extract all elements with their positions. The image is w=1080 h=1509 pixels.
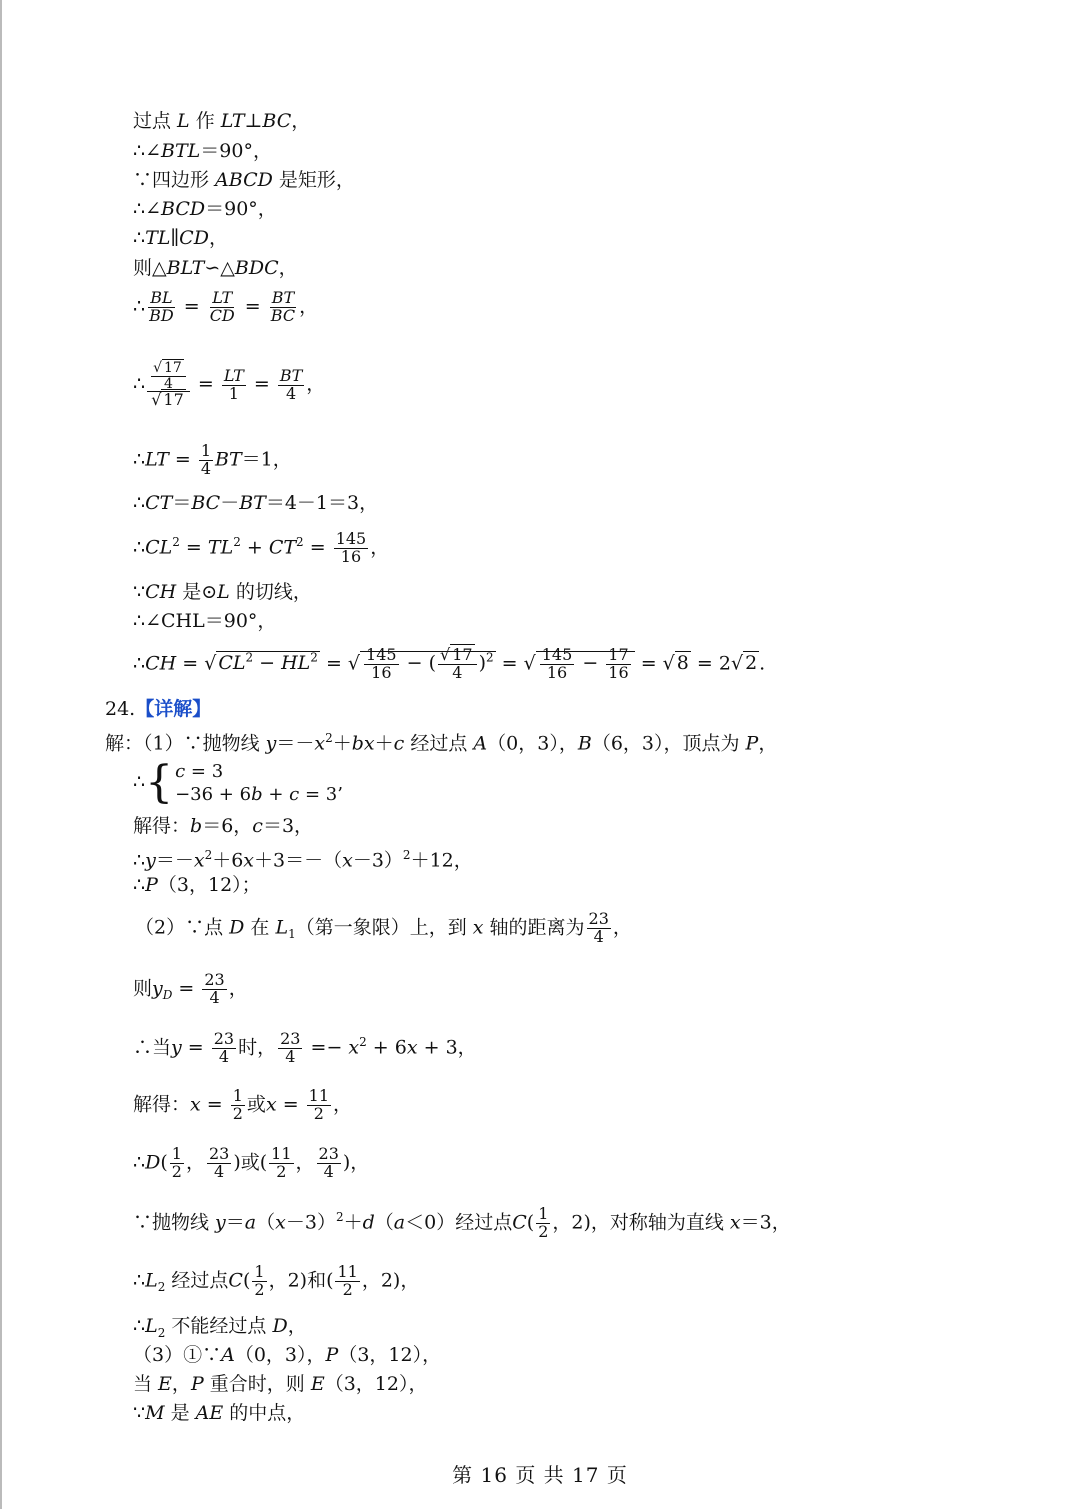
line-8-ratio: ∴ $\frac{\frac{√ 17}{4}}{√ 17}$ = $\frac{LT}{1}$ = $\frac{BT}{4}$ ， (133, 360, 326, 410)
line-18: 解得：b＝6，c＝3， (133, 815, 314, 837)
line-20: ∴P（3，12）； (133, 874, 261, 896)
page-footer: 第 16 页 共 17 页 (452, 1463, 628, 1487)
line-27: $\therefore L_2$ 经过点C( $\frac{1}{2}$ ，2)和( $\frac{11}{2}$ ，2)， (133, 1262, 420, 1299)
line-4: ∴∠BCD＝90°， (133, 198, 277, 220)
line-7-ratio: ∴ $\frac{BL}{BD}$ = $\frac{LT}{CD}$ = $\frac{BT}{BC}$ ， (133, 288, 319, 325)
line-9: ∴LT = $\frac{1}{4}$ BT＝1， (133, 441, 292, 478)
problem-number: 24. (105, 698, 136, 720)
line-28: $\therefore L_2$ 不能经过点 D， (133, 1315, 307, 1340)
line-11: $\therefore CL^2 = TL^2 + CT^2$ = $\frac{145}{16}$ ， (133, 529, 390, 566)
line-24: 解得：x = $\frac{1}{2}$ 或x = $\frac{11}{2}$ ， (133, 1086, 353, 1123)
line-2: ∴∠BTL＝90°， (133, 140, 272, 162)
line-26: ∵抛物线 $y=a(x-3)^2+d(a<0)$经过点C( $\frac{1}{2}$ ，2)，对称轴为直线 x＝3， (133, 1204, 791, 1241)
line-6: 则△BLT∽△BDC， (133, 257, 298, 279)
line-13: ∴∠CHL＝90°， (133, 610, 277, 632)
line-19: $\therefore y=-x^2+6x+3=-(x-3)^2+12$， (133, 848, 473, 872)
page-edge (0, 0, 2, 1509)
line-16: 解：（1）∵抛物线 $y=-x^2+bx+c$ 经过点 A（0，3），B（6，3），顶点为 P， (105, 731, 778, 755)
line-22: 则$y_D$ = $\frac{23}{4}$ ， (133, 970, 248, 1007)
line-25: ∴D( $\frac{1}{2}$ ， $\frac{23}{4}$ )或( $\frac{11}{2}$ ， $\frac{23}{4}$ )， (133, 1144, 370, 1181)
line-21: （2）∵点 D 在 $L_1$（第一象限）上，到 x 轴的距离为 $\frac{23}{4}$ ， (135, 909, 632, 946)
line-3: ∵四边形 ABCD 是矩形， (133, 169, 355, 191)
line-12: ∵CH 是⊙L 的切线， (133, 581, 312, 603)
line-30: 当 E，P 重合时，则 E（3，12）， (133, 1373, 428, 1395)
detail-tag: 【详解】 (135, 698, 212, 720)
line-17-system: ∴{ c = 3 −36 + 6b + c = 3’ (133, 757, 343, 808)
line-29: （3）①∵A（0，3），P（3，12）， (133, 1344, 442, 1366)
line-14-sqrt: ∴CH = √ $CL^2 - HL^2$ = √ $\frac{145}{16}$ − ( $\frac{√ 17}{4}$ )$^2$ = √ $\frac{145}{16}$ − $\frac{17}{16}$ = √ 8 = 2√ 2 . (133, 645, 766, 682)
line-23: ∴当y = $\frac{23}{4}$ 时， $\frac{23}{4}$ =− $x^2 + 6x + 3$， (133, 1029, 477, 1066)
line-31: ∵M 是 AE 的中点， (133, 1402, 306, 1424)
line-10: ∴CT＝BC－BT＝4－1＝3， (133, 492, 379, 514)
line-1: 过点 L 作 LT⊥BC， (133, 110, 311, 132)
line-5: ∴TL∥CD， (133, 227, 228, 249)
problem-24-heading (105, 697, 211, 721)
